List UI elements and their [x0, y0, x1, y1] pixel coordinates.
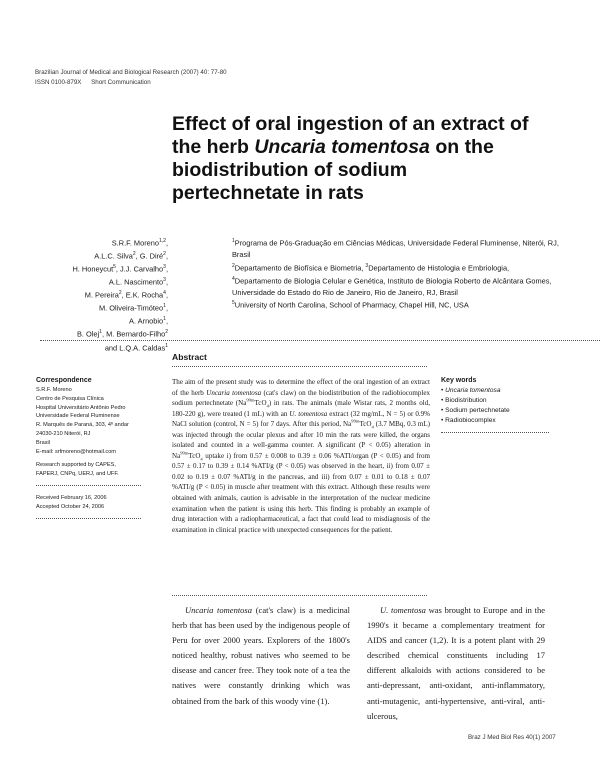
journal-issn-line	[35, 78, 227, 88]
sidebar-divider	[36, 518, 141, 519]
funding-note: Research supported by CAPES, FAPERJ, CNPq, UERJ, and UFF.	[36, 462, 119, 478]
keyword-item: • Biodistribution	[441, 397, 487, 404]
body-paragraph: Uncaria tomentosa (cat's claw) is a medicinal herb that has been used by the indigenous people of Peru for over 2000 years. Explorers of the 1800's noticed healthy, robust natives who seemed to be disease and cancer free. They took note of a tea the natives were constantly drinking which was obtained from the bark of this woody vine (1).	[172, 605, 350, 706]
affiliation-list	[232, 236, 577, 311]
affiliation-2-3: $^2$Departamento de Biofísica e Biometria, $^3$Departamento de Histologia e Embriologia,	[232, 262, 510, 273]
keywords-sidebar	[441, 376, 561, 433]
correspondence-heading: Correspondence	[36, 377, 92, 384]
body-column-right	[367, 603, 545, 724]
received-accepted-dates: Received February 16, 2006 Accepted October 24, 2006	[36, 494, 107, 510]
article-title: Effect of oral ingestion of an extract of the herb Uncaria tomentosa on the biodistribution of sodium pertechnetate in rats	[172, 113, 529, 204]
journal-citation: Brazilian Journal of Medical and Biological Research (2007) 40: 77-80	[35, 69, 227, 76]
abstract-heading-divider	[172, 366, 427, 367]
body-column-left	[172, 603, 350, 709]
page-footer: Braz J Med Biol Res 40(1) 2007	[468, 734, 556, 741]
keywords-divider	[441, 432, 549, 433]
correspondence-sidebar	[36, 376, 146, 519]
article-type: Short Communication	[91, 79, 151, 86]
abstract-divider	[172, 595, 427, 596]
keyword-item: • Radiobiocomplex	[441, 417, 496, 424]
abstract-heading: Abstract	[172, 352, 207, 362]
abstract-text: The aim of the present study was to determine the effect of the oral ingestion of an extract of the herb Uncaria tomentosa (cat's claw) on the biodistribution of the radiobiocomplex sodium pertechnetate $(Na^{99m}TcO_4)$ in rats. The animals (male Wistar rats, 2 months old, 180-220 g), were treated (1 mL) with an U. tomentosa extract (32 mg/mL, N = 5) or 0.9% NaCl solution (control, N = 5) for 7 days. After this period, $Na^{99m}TcO_4$ (3.7 MBq, 0.3 mL) was injected through the ocular plexus and after 10 min the rats were killed, the organs isolated and counted in a well-gamma counter. A significant (P < 0.05) alteration in $Na^{99m}TcO_4$ uptake i) from 0.57 ± 0.008 to 0.39 ± 0.06 %ATI/organ (P < 0.05) and from 0.57 ± 0.17 to 0.39 ± 0.14 %ATI/g (P < 0.05) was observed in the heart, ii) from 0.07 ± 0.02 to 0.19 ± 0.07 %ATI/g in the pancreas, and iii) from 0.07 ± 0.01 to 0.18 ± 0.07 %ATI/g (P < 0.05) in muscle after treatment with this extract. Although these results were obtained with animals, caution is advisable in the interpretation of the nuclear medicine examination when the patient is using this herb. This finding is probably an example of drug interaction with a radiopharmaceutical, a fact that could lead to misdiagnosis of the examination in clinical practice with unexpected consequences for the patient.	[172, 378, 430, 534]
keywords-heading: Key words	[441, 377, 477, 384]
affiliation-4: $^4$Departamento de Biologia Celular e Genética, Instituto de Biologia Roberto de Alcântara Gomes, Universidade do Estado do Rio de Janeiro, Rio de Janeiro, RJ, Brasil	[232, 275, 552, 297]
author-list: S.R.F. Moreno$^{1,2}$, A.L.C. Silva$^2$, G. Diré$^2$, H. Honeycut$^5$, J.J. Carvalho$^3$, A.L. Nascimento$^3$, M. Pereira$^2$, E.K. Rocha$^4$, M. Oliveira-Timóteo$^1$, A. Arnobio$^1$, B. Olej$^1$, M. Bernardo-Filho$^2$ and L.Q.A. Caldas$^1$	[72, 238, 168, 352]
correspondence-address: S.R.F. Moreno Centro de Pesquisa Clínica Hospital Universitário Antônio Pedro Universidade Federal Fluminense R. Marquês de Paraná, 303, 4º andar 24030-210 Niterói, RJ Brasil E-mail: srfmoreno@hotmail.com	[36, 386, 146, 456]
body-paragraph: U. tomentosa was brought to Europe and in the 1990's it became a complementary treatment for AIDS and cancer (1,2). It is a potent plant with 29 described chemical constituents including 17 different alkaloids with actions considered to be anti-depressant, anti-oxidant, anti-inflammatory, anti-mutagenic, anti-hypertensive, anti-viral, anti-ulcerous,	[367, 605, 545, 721]
correspondence-email: E-mail: srfmoreno@hotmail.com	[36, 448, 116, 455]
header-divider	[40, 340, 600, 341]
affiliation-1: $^1$Programa de Pós-Graduação em Ciências Médicas, Universidade Federal Fluminense, Niterói, RJ, Brasil	[232, 238, 559, 260]
keyword-item: • Sodium pertechnetate	[441, 407, 510, 414]
sidebar-divider	[36, 485, 141, 486]
issn: ISSN 0100-879X	[35, 79, 82, 86]
keyword-item: • Uncaria tomentosa	[441, 387, 501, 394]
keywords-list	[441, 386, 561, 426]
affiliation-5: $^5$University of North Carolina, School of Pharmacy, Chapel Hill, NC, USA	[232, 300, 469, 310]
journal-header	[35, 68, 227, 88]
